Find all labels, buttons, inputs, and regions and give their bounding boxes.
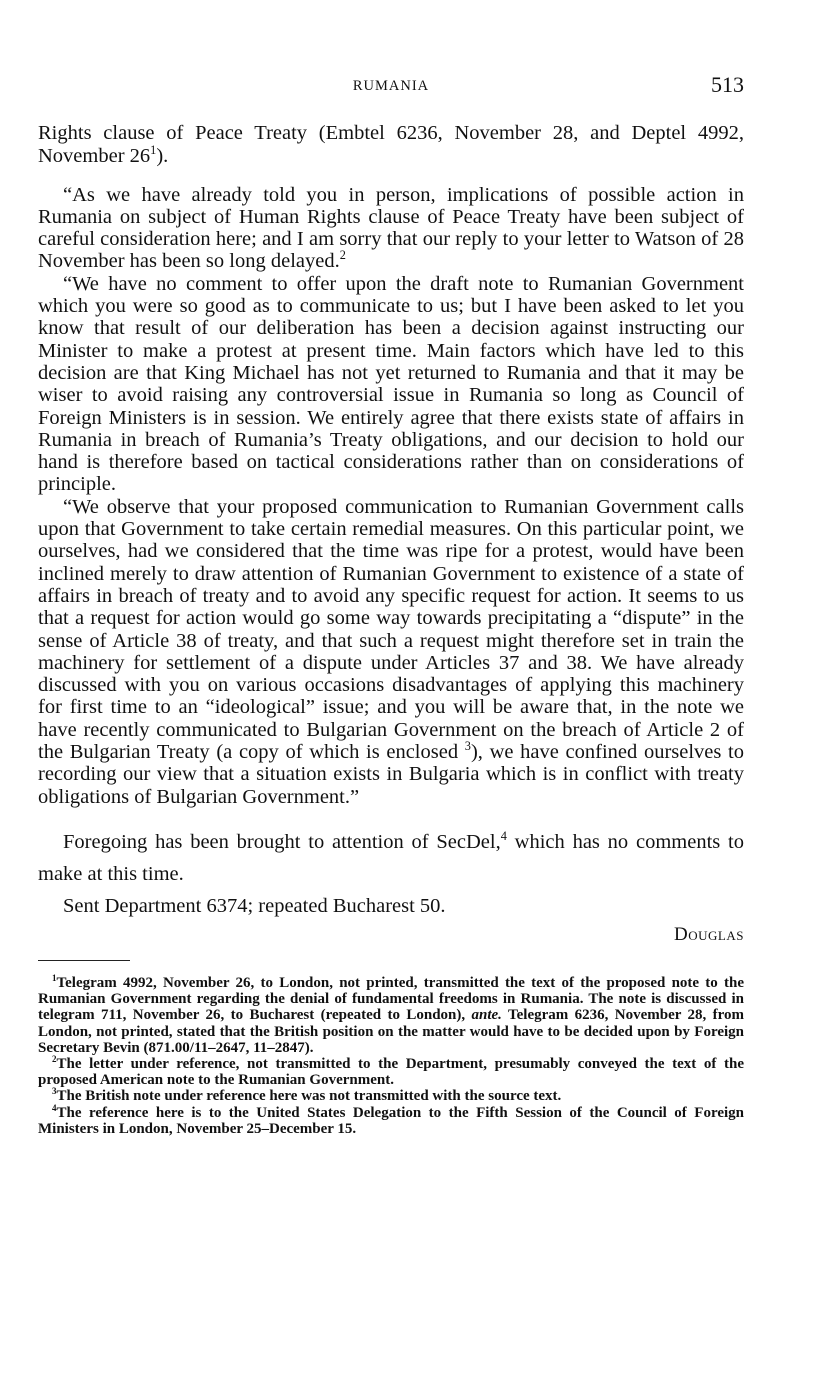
opening-text-a: Rights clause of Peace Treaty (Embtel 6236, November 28, and Deptel 4992, November 26 — [38, 122, 744, 167]
opening-paragraph — [38, 122, 744, 168]
footnote-divider — [38, 960, 130, 961]
footnote-mark-3: 3 — [52, 1086, 57, 1097]
quote-p3-text-a: “We observe that your proposed communication to Rumanian Government calls upon that Government to take certain remedial measures. On this particular point, we ourselves, had we considered that the time was ripe for a protest, would have been inclined merely to draw attention of Rumanian Government to existence of a state of affairs in breach of treaty and to avoid any specific request for action. It seems to us that a request for action would go some way towards precipitating a “dispute” in the sense of Article 38 of treaty, and that such a request might therefore set in train the machinery for settlement of a dispute under Articles 37 and 38. We have already discussed with you on various occasions disadvantages of applying this machinery for first time to an “ideological” issue; and you will be aware that, in the note we have recently communicated to Bulgarian Government on the breach of Article 2 of the Bulgarian Treaty (a copy of which is enclosed — [38, 495, 744, 764]
footnote-mark-4: 4 — [52, 1102, 57, 1113]
closing-p1-text-b: which has no comments to make at this time. — [38, 830, 744, 885]
footnote-1-text-b: Telegram 6236, November 28, from London, not printed, stated that the British position on the matter would have to be decided upon by Foreign Secretary Bevin (871.00/11–2647, 11–2847). — [38, 1007, 744, 1056]
quote-paragraph-2: “We have no comment to offer upon the draft note to Rumanian Government which you were so good as to communicate to us; but I have been asked to let you know that result of our deliberation has been a decision against instructing our Minister to make a protest at present time. Main factors which have led to this decision are that King Michael has not yet returned to Rumania and that it may be wiser to avoid raising any controversial issue in Rumania so long as Council of Foreign Ministers is in session. We entirely agree that there exists state of affairs in Rumania in breach of Rumania’s Treaty obligations, and our decision to hold our hand is therefore based on tactical considerations rather than on considerations of principle. — [38, 272, 744, 496]
quote-p3-text-b: ), we have confined ourselves to recording our view that a situation exists in Bulgaria which is in conflict with treaty obligations of Bulgarian Government.” — [38, 741, 744, 808]
opening-text-b: ). — [156, 144, 169, 167]
footnote-ref-3: 3 — [464, 739, 471, 754]
quote-paragraph-3 — [38, 496, 744, 808]
document-page — [38, 0, 744, 1137]
footnote-ref-2: 2 — [339, 248, 346, 263]
running-head: RUMANIA — [352, 78, 430, 94]
quote-paragraph-1 — [38, 184, 744, 273]
quote-p1-text: “As we have already told you in person, implications of possible action in Rumania on subject of Human Rights clause of Peace Treaty have been subject of careful consideration here; and I am sorry that our reply to your letter to Watson of 28 November has been so long delayed. — [38, 183, 744, 273]
footnote-3-text: The British note under reference here was not transmitted with the source text. — [56, 1088, 562, 1105]
closing-paragraph-2: Sent Department 6374; repeated Bucharest 50. — [63, 894, 446, 917]
footnote-4-text: The reference here is to the United States Delegation to the Fifth Session of the Council of Foreign Ministers in London, November 25–December 15. — [38, 1104, 744, 1137]
closing-p1-text-a: Foregoing has been brought to attention of SecDel, — [63, 830, 501, 853]
closing-text — [38, 826, 744, 922]
footnotes — [38, 972, 744, 1137]
footnote-4 — [38, 1102, 744, 1137]
page-number: 513 — [711, 72, 744, 97]
footnote-mark-1: 1 — [52, 972, 57, 983]
footnote-ref-4: 4 — [500, 829, 507, 844]
opening-text — [38, 122, 744, 168]
footnote-1 — [38, 972, 744, 1056]
page-header — [38, 0, 744, 110]
quoted-letter — [38, 184, 744, 808]
footnote-1-text-a: Telegram 4992, November 26, to London, not printed, transmitted the text of the proposed note to the Rumanian Government regarding the denial of fundamental freedoms in Rumania. The note is discussed in telegram 711, November 26, to Bucharest (repeated to London), — [38, 974, 744, 1024]
footnote-1-ante: ante. — [471, 1007, 502, 1024]
footnote-mark-2: 2 — [52, 1053, 57, 1064]
footnote-3 — [38, 1088, 744, 1104]
footnote-2-text: The letter under reference, not transmitted to the Department, presumably conveyed the text of the proposed American note to the Rumanian Government. — [38, 1055, 744, 1089]
footnote-2 — [38, 1053, 744, 1089]
footnote-ref-1: 1 — [150, 142, 157, 157]
signature: Douglas — [674, 923, 744, 945]
closing-paragraph-1 — [38, 826, 744, 890]
